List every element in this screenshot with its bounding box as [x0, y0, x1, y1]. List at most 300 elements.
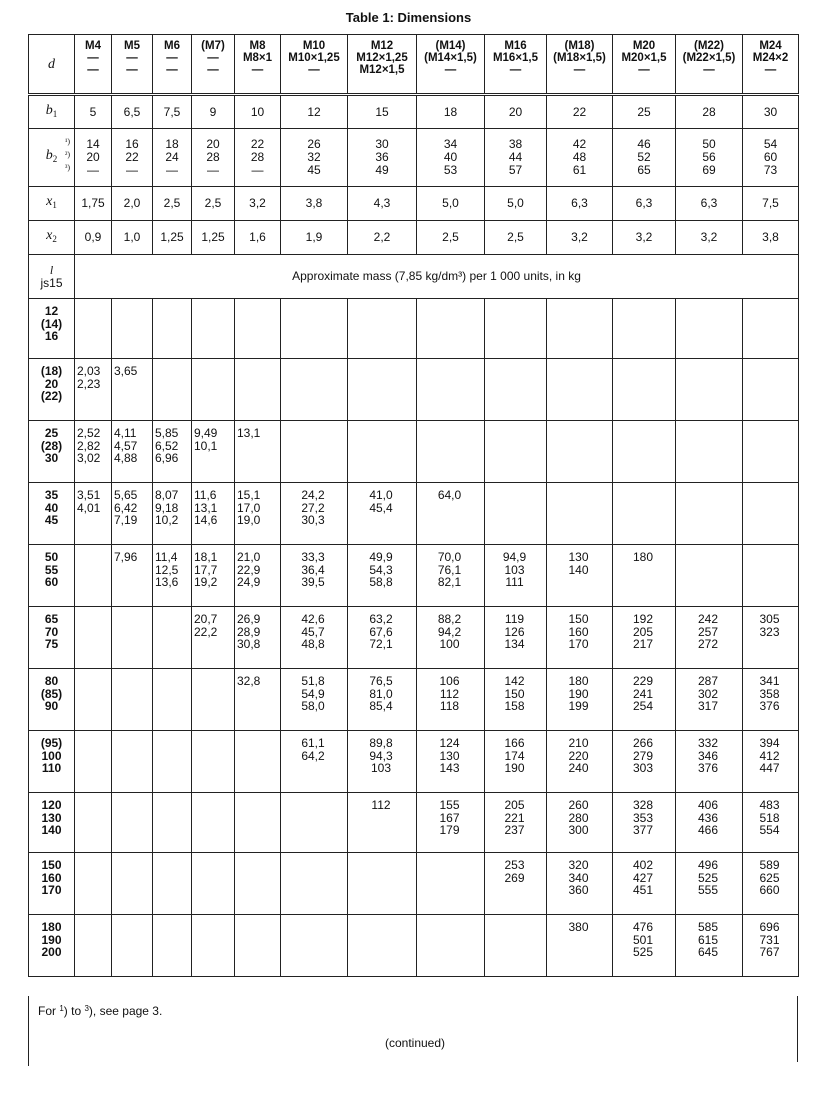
cell-line: 190: [41, 932, 62, 947]
thread-header-row: [29, 35, 799, 95]
cell-line: 302: [697, 686, 719, 701]
cell-line: 436: [697, 810, 719, 825]
cell-line: 28: [206, 150, 220, 164]
cell-line: 317: [697, 699, 719, 713]
cell-line: —: [764, 64, 777, 76]
cell-line: 60: [44, 575, 59, 589]
mass-cell: [547, 545, 613, 607]
footnote: [38, 1004, 162, 1018]
cell-line: 53: [443, 163, 458, 177]
length-cell: [29, 731, 75, 793]
mass-cell: [75, 731, 112, 793]
cell-line: 45: [307, 163, 321, 177]
mass-cell: [613, 545, 676, 607]
x1-cell: 6,3: [676, 187, 743, 221]
mass-cell: [192, 731, 235, 793]
mass-cell: [281, 853, 348, 915]
b1-cell: 7,5: [153, 95, 192, 129]
mass-cell: [235, 299, 281, 359]
cell-line: 64,2: [301, 748, 325, 763]
cell-line: 22,9: [237, 562, 261, 577]
cell-line: 50: [702, 137, 716, 151]
mass-cell: [417, 359, 485, 421]
cell-line: M5: [124, 40, 140, 52]
mass-cell: [676, 853, 743, 915]
cell-line: 55: [44, 562, 59, 577]
length-row: [29, 853, 799, 915]
cell-line: 130: [439, 748, 460, 763]
x1-cell: 6,3: [613, 187, 676, 221]
cell-line: 130: [568, 550, 589, 564]
cell-line: 585: [697, 920, 719, 934]
cell-line: 88,2: [437, 612, 462, 626]
mass-cell: [192, 545, 235, 607]
table-title: Table 1: Dimensions: [345, 10, 472, 25]
cell-line: 70,0: [437, 550, 462, 564]
cell-line: 76,5: [369, 674, 393, 688]
mass-cell: [235, 669, 281, 731]
cell-line: 34: [443, 137, 458, 151]
length-cell: [29, 545, 75, 607]
cell-line: 660: [759, 883, 780, 897]
mass-cell: [348, 545, 417, 607]
cell-line: 190: [568, 686, 589, 701]
x2-cell: 3,2: [613, 221, 676, 255]
cell-line: 36: [375, 150, 389, 164]
cell-line: 60: [763, 150, 778, 164]
mass-cell: [75, 359, 112, 421]
cell-line: 266: [632, 736, 654, 750]
mass-cell: [192, 853, 235, 915]
mass-cell: [743, 483, 799, 545]
cell-line: 56: [702, 150, 716, 164]
mass-cell: [348, 915, 417, 977]
cell-line: 143: [439, 761, 460, 775]
cell-line: 179: [439, 823, 460, 837]
mass-cell: [485, 299, 547, 359]
cell-line: 476: [632, 920, 654, 934]
cell-line: (M22×1,5): [682, 52, 736, 64]
cell-line: 42,6: [301, 612, 325, 626]
mass-cell: [613, 359, 676, 421]
thread-size-cell: [417, 35, 485, 95]
label-b2-text: b: [45, 148, 53, 163]
mass-cell: [112, 915, 153, 977]
cell-line: 4,01: [77, 500, 101, 515]
x1-cell: 6,3: [547, 187, 613, 221]
footnote-sup-1: 1: [59, 1004, 64, 1013]
cell-line: 61: [572, 163, 587, 177]
cell-line: —: [87, 64, 99, 76]
cell-line: 26,9: [237, 612, 261, 626]
x2-cell: 1,9: [281, 221, 348, 255]
b2-cell: [192, 129, 235, 187]
thread-size-cell: [613, 35, 676, 95]
b1-cell: 20: [485, 95, 547, 129]
cell-line: 199: [568, 699, 589, 713]
mass-cell: [547, 421, 613, 483]
cell-line: M24: [759, 40, 782, 52]
b2-cell: [613, 129, 676, 187]
cell-line: 220: [568, 748, 589, 763]
mass-cell: [743, 359, 799, 421]
cell-line: M10: [302, 40, 326, 52]
x1-cell: 5,0: [485, 187, 547, 221]
cell-line: 70: [44, 624, 59, 639]
cell-line: 3,51: [77, 488, 101, 502]
mass-cell: [743, 669, 799, 731]
mass-cell: [75, 915, 112, 977]
mass-cell: [281, 483, 348, 545]
cell-line: 160: [41, 870, 62, 885]
cell-line: 14,6: [194, 513, 218, 527]
mass-cell: [676, 299, 743, 359]
x1-cell: 2,5: [192, 187, 235, 221]
length-row: [29, 359, 799, 421]
mass-cell: [235, 421, 281, 483]
cell-line: —: [166, 163, 178, 177]
mass-cell: [613, 669, 676, 731]
cell-line: 200: [41, 945, 62, 959]
cell-line: 380: [568, 920, 589, 934]
cell-line: 12: [44, 304, 59, 318]
cell-line: 112: [439, 686, 460, 701]
row-x1: [29, 187, 799, 221]
x1-cell: 2,0: [112, 187, 153, 221]
mass-cell: [485, 853, 547, 915]
mass-cell: [235, 483, 281, 545]
mass-cell: [613, 853, 676, 915]
label-d-text: d: [48, 56, 55, 72]
mass-cell: [153, 915, 192, 977]
cell-line: (M18): [564, 40, 595, 52]
mass-cell: [192, 915, 235, 977]
cell-line: 260: [568, 798, 589, 812]
cell-line: 767: [759, 945, 780, 959]
b1-cell: 30: [743, 95, 799, 129]
cell-line: 124: [439, 736, 460, 750]
label-d: [29, 35, 75, 95]
cell-line: 20,7: [194, 612, 218, 626]
cell-line: (M7): [201, 40, 225, 52]
cell-line: 94,2: [437, 624, 462, 639]
cell-line: 328: [632, 798, 654, 812]
b2-cell: [153, 129, 192, 187]
cell-line: 80: [44, 674, 59, 688]
mass-cell: [485, 915, 547, 977]
cell-line: 192: [632, 612, 654, 626]
cell-line: —: [87, 163, 99, 177]
cell-line: 73: [763, 163, 778, 177]
cell-line: 13,1: [237, 426, 261, 440]
mass-cell: [547, 359, 613, 421]
cell-line: 229: [632, 674, 654, 688]
cell-line: M24×2: [752, 52, 789, 64]
cell-line: 554: [759, 823, 780, 837]
cell-line: 2,23: [77, 376, 101, 391]
cell-line: 645: [697, 945, 719, 959]
cell-line: 320: [568, 858, 589, 872]
cell-line: 120: [41, 798, 62, 812]
cell-line: 427: [632, 870, 654, 885]
x1-cell: 4,3: [348, 187, 417, 221]
cell-line: 58,0: [301, 699, 325, 713]
cell-line: 111: [505, 575, 524, 589]
cell-line: 287: [697, 674, 719, 688]
cell-line: 5,65: [114, 488, 138, 502]
label-b1: [29, 95, 75, 129]
b2-footnote-mark: ¹): [64, 137, 70, 146]
mass-cell: [235, 607, 281, 669]
mass-cell: [676, 731, 743, 793]
x1-cell: 3,2: [235, 187, 281, 221]
mass-cell: [281, 607, 348, 669]
cell-line: 518: [759, 810, 780, 825]
cell-line: 525: [697, 870, 719, 885]
label-x2: [29, 221, 75, 255]
mass-cell: [743, 793, 799, 853]
cell-line: 300: [568, 823, 589, 837]
cell-line: —: [703, 64, 715, 76]
cell-line: (M18×1,5): [553, 52, 606, 64]
cell-line: 52: [637, 150, 651, 164]
cell-line: 35: [44, 488, 59, 502]
cell-line: 2,82: [77, 438, 101, 453]
cell-line: 221: [504, 810, 525, 825]
mass-cell: [417, 793, 485, 853]
x2-cell: 2,5: [485, 221, 547, 255]
label-x1-sub: 1: [52, 200, 57, 210]
mass-cell: [417, 299, 485, 359]
cell-line: (M22): [693, 40, 725, 52]
x1-cell: 3,8: [281, 187, 348, 221]
mass-cell: [547, 853, 613, 915]
length-cell: [29, 483, 75, 545]
mass-cell: [547, 669, 613, 731]
mass-cell: [485, 669, 547, 731]
mass-cell: [613, 793, 676, 853]
cell-line: (14): [40, 316, 63, 331]
mass-cell: [153, 359, 192, 421]
cell-line: 4,57: [114, 438, 138, 453]
cell-line: (28): [40, 438, 63, 453]
cell-line: 2,52: [77, 426, 101, 440]
mass-cell: [153, 793, 192, 853]
cell-line: 360: [568, 883, 589, 897]
cell-line: 7,96: [114, 550, 138, 564]
dimensions-table: [28, 34, 799, 978]
mass-cell: [485, 421, 547, 483]
cell-line: 10,1: [194, 438, 218, 453]
x1-cell: 7,5: [743, 187, 799, 221]
cell-line: 45,4: [369, 500, 393, 515]
thread-size-cell: [281, 35, 348, 95]
cell-line: 40: [443, 150, 458, 164]
cell-line: 525: [632, 945, 654, 959]
cell-line: 237: [504, 823, 525, 837]
cell-line: 166: [504, 736, 525, 750]
x2-cell: 2,2: [348, 221, 417, 255]
b2-cell: [235, 129, 281, 187]
mass-cell: [192, 421, 235, 483]
mass-cell: [348, 359, 417, 421]
cell-line: 20: [86, 150, 100, 164]
length-row: [29, 421, 799, 483]
cell-line: 406: [697, 798, 719, 812]
cell-line: 22: [125, 150, 139, 164]
thread-size-cell: [192, 35, 235, 95]
cell-line: 174: [504, 748, 525, 763]
cell-line: 447: [759, 761, 780, 775]
mass-cell: [417, 545, 485, 607]
b1-cell: 5: [75, 95, 112, 129]
b1-cell: 9: [192, 95, 235, 129]
length-cell: [29, 359, 75, 421]
thread-size-cell: [153, 35, 192, 95]
cell-line: 6,96: [155, 451, 179, 465]
cell-line: 28: [250, 150, 265, 164]
b2-cell: [417, 129, 485, 187]
cell-line: 89,8: [369, 736, 393, 750]
cell-line: 36,4: [301, 562, 325, 577]
mass-cell: [75, 607, 112, 669]
cell-line: 90: [44, 699, 59, 713]
cell-line: —: [126, 52, 138, 64]
mass-cell: [743, 731, 799, 793]
cell-line: 30,3: [301, 513, 325, 527]
thread-size-cell: [676, 35, 743, 95]
cell-line: 65: [44, 612, 59, 626]
cell-line: 180: [41, 920, 62, 934]
footnote-suffix: ), see page 3.: [88, 1004, 163, 1018]
mass-cell: [417, 731, 485, 793]
cell-line: 731: [759, 932, 780, 947]
cell-line: 376: [759, 699, 780, 713]
mass-note: Approximate mass (7,85 kg/dm³) per 1 000 units, in kg: [75, 255, 799, 299]
cell-line: 16: [125, 137, 139, 151]
b1-cell: 10: [235, 95, 281, 129]
cell-line: 42: [572, 137, 587, 151]
length-row: [29, 793, 799, 853]
b2-cell: [485, 129, 547, 187]
mass-cell: [75, 299, 112, 359]
mass-cell: [676, 421, 743, 483]
cell-line: 170: [41, 883, 62, 897]
mass-cell: [485, 607, 547, 669]
cell-line: 340: [568, 870, 589, 885]
mass-cell: [112, 483, 153, 545]
mass-cell: [547, 299, 613, 359]
mass-cell: [613, 299, 676, 359]
mass-cell: [348, 853, 417, 915]
cell-line: 303: [632, 761, 654, 775]
mass-cell: [75, 483, 112, 545]
thread-size-cell: [112, 35, 153, 95]
b2-footnote-mark: ²): [64, 150, 70, 159]
mass-cell: [417, 915, 485, 977]
cell-line: M20: [632, 40, 656, 52]
mass-cell: [153, 731, 192, 793]
cell-line: 451: [632, 883, 654, 897]
cell-line: 8,07: [155, 488, 179, 502]
cell-line: 118: [439, 699, 460, 713]
mass-cell: [192, 793, 235, 853]
b2-cell: [547, 129, 613, 187]
cell-line: M20×1,5: [621, 52, 667, 64]
cell-line: 346: [697, 748, 719, 763]
cell-line: 257: [697, 624, 719, 639]
cell-line: (22): [40, 389, 63, 403]
mass-cell: [112, 359, 153, 421]
cell-line: 167: [439, 810, 460, 825]
mass-cell: [613, 483, 676, 545]
cell-line: 72,1: [369, 637, 393, 651]
cell-line: 81,0: [369, 686, 393, 701]
cell-line: 25: [44, 426, 59, 440]
cell-line: 332: [697, 736, 719, 750]
cell-line: 253: [504, 858, 525, 872]
label-b2-sub: 2: [52, 154, 58, 164]
mass-cell: [485, 359, 547, 421]
label-x2-text: x: [46, 228, 53, 243]
cell-line: 63,2: [369, 612, 393, 626]
cell-line: 589: [759, 858, 780, 872]
cell-line: 4,11: [114, 426, 137, 440]
label-x2-sub: 2: [52, 234, 57, 244]
cell-line: 65: [637, 163, 651, 177]
label-b1-text: b: [45, 102, 53, 118]
length-cell: [29, 669, 75, 731]
cell-line: 82,1: [437, 575, 462, 589]
length-row: [29, 545, 799, 607]
b1-cell: 25: [613, 95, 676, 129]
cell-line: 94,3: [369, 748, 393, 763]
cell-line: 22,2: [194, 624, 218, 639]
length-cell: [29, 915, 75, 977]
cell-line: 9,49: [194, 426, 218, 440]
mass-cell: [281, 359, 348, 421]
cell-line: 49,9: [369, 550, 393, 564]
cell-line: 46: [637, 137, 651, 151]
cell-line: 45,7: [301, 624, 325, 639]
mass-cell: [417, 669, 485, 731]
row-b1: [29, 95, 799, 129]
cell-line: 28,9: [237, 624, 261, 639]
cell-line: 2,03: [77, 364, 101, 378]
b2-cell: [75, 129, 112, 187]
mass-cell: [417, 421, 485, 483]
x2-cell: 1,25: [153, 221, 192, 255]
cell-line: 190: [504, 761, 525, 775]
cell-line: 48,8: [301, 637, 325, 651]
cell-line: —: [444, 64, 457, 76]
cell-line: 24,9: [237, 575, 261, 589]
cell-line: (95): [40, 736, 63, 750]
cell-line: 75: [44, 637, 59, 651]
b2-cell: [676, 129, 743, 187]
cell-line: 205: [632, 624, 654, 639]
cell-line: 44: [508, 150, 523, 164]
cell-line: 18: [165, 137, 179, 151]
mass-cell: [676, 607, 743, 669]
cell-line: 21,0: [237, 550, 261, 564]
mass-cell: [235, 793, 281, 853]
cell-line: 269: [504, 870, 525, 885]
cell-line: 119: [504, 612, 525, 626]
mass-cell: [112, 853, 153, 915]
cell-line: 150: [41, 858, 62, 872]
length-cell: [29, 421, 75, 483]
